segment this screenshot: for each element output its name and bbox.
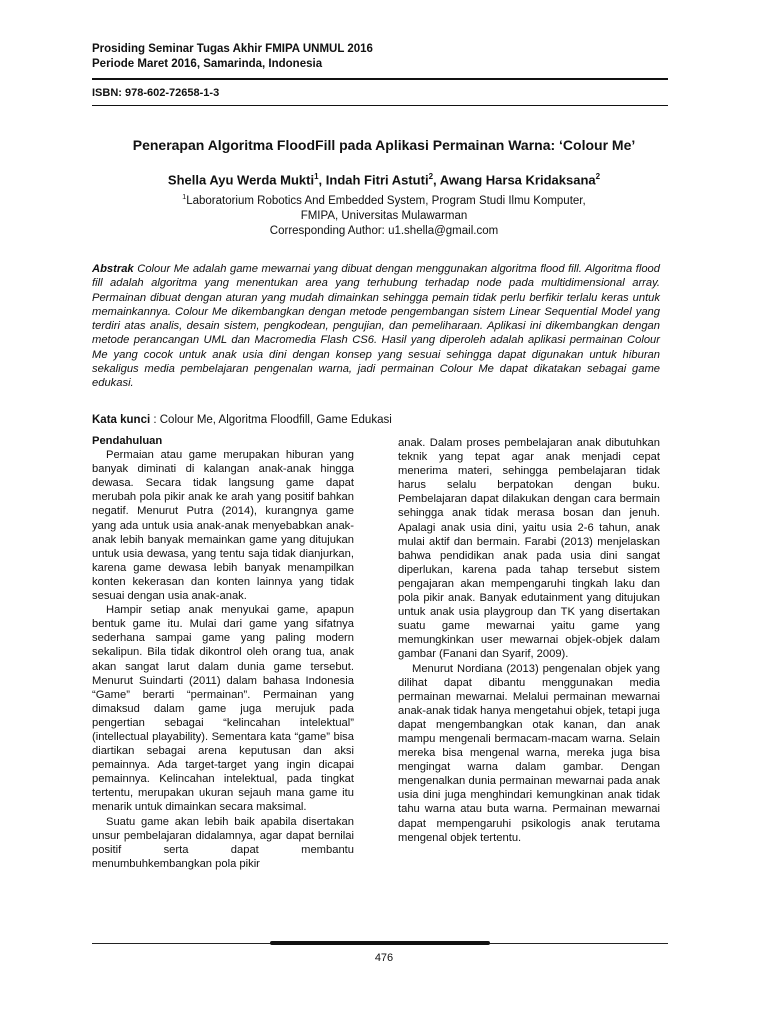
- affiliation: [60, 190, 708, 239]
- section-heading: Pendahuluan: [92, 435, 163, 447]
- proceedings-title: Prosiding Seminar Tugas Akhir FMIPA UNMUL 2016: [92, 43, 373, 55]
- author-list: Shella Ayu Werda Mukti$^1$, Indah Fitri Astuti$^2$, Awang Harsa Kridaksana$^2$: [167, 172, 601, 188]
- keywords-text: : Colour Me, Algoritma Floodfill, Game Edukasi: [150, 414, 392, 426]
- author-affiliation-mark: 2: [595, 172, 601, 181]
- paragraph: Suatu game akan lebih baik apabila disertakan unsur pembelajaran didalamnya, agar dapat bernilai positif serta dapat membantu menumbuhkembangkan pola pikir: [92, 815, 354, 870]
- proceedings-header: [92, 42, 373, 72]
- affiliation-mark: 1: [182, 194, 187, 201]
- abstract: [92, 262, 660, 391]
- right-column: [398, 436, 660, 845]
- affiliation-line: $^1$Laboratorium Robotics And Embedded System, Program Studi Ilmu Komputer,: [182, 194, 586, 207]
- left-column: [92, 434, 354, 871]
- isbn: ISBN: 978-602-72658-1-3: [92, 87, 220, 99]
- corresponding-author: Corresponding Author: u1.shella@gmail.com: [269, 224, 499, 237]
- keywords-label: Kata kunci: [92, 414, 151, 426]
- abstract-text: Colour Me adalah game mewarnai yang dibuat dengan menggunakan algoritma flood fill. Algoritma flood fill adalah algoritma yang menentukan area yang terhubung terhadap node pada multidimensional array. Permainan dibuat dengan aturan yang mudah dimainkan sehingga pemain tidak perlu berfikir terlalu keras untuk memainkannya. Colour Me dikembangkan dengan metode pengembangan sistem Linear Sequential Model yang terdiri atas analis, desain sistem, pengkodean, pengujian, dan pemeliharaan. Aplikasi ini dikembangkan dengan metode perancangan UML dan Macromedia Flash CS6. Hasil yang diperoleh adalah aplikasi permainan Colour Me yang cocok untuk anak usia dini dengan konsep yang sesuai sehingga dapat digunakan untuk hiburan sekaligus media pembelajaran pengenalan warna, jadi permainan Colour Me dapat dikatakan sebagai game edukasi.: [92, 263, 661, 390]
- header-rule-thin: [92, 105, 668, 106]
- author-affiliation-mark: 2: [428, 172, 434, 181]
- paragraph: anak. Dalam proses pembelajaran anak dibutuhkan teknik yang tepat agar anak menjadi cepat menerima materi, sehingga pembelajaran tidak harus selalu berpatokan dengan buku. Pembelajaran dapat dilakukan dengan cara bermain sehingga anak tidak merasa bosan dan jenuh. Apalagi anak usia dini, yaitu usia 2-6 tahun, anak mulai aktif dan bermain. Farabi (2013) menjelaskan bahwa pendidikan anak pada usia dini sangat diperlukan, karena pada tahap tersebut sistem pengajaran akan mempengaruhi tingkah laku dan pola pikir anak. Banyak edutainment yang ditujukan untuk anak usia playgroup dan TK yang disertakan suatu game mewarnai yaitu game yang memungkinkan user mewarnai objek-objek dalam gambar (Fanani dan Syarif, 2009).: [398, 437, 660, 661]
- proceedings-period: Periode Maret 2016, Samarinda, Indonesia: [92, 58, 323, 70]
- paragraph: Permaian atau game merupakan hiburan yang banyak diminati di kalangan anak-anak hingga dewasa. Secara tidak langsung game dapat merubah pola pikir anak ke arah yang positif bahkan negatif. Menurut Putra (2014), kurangnya game yang ada untuk usia anak-anak menyebabkan anak-anak lebih banyak memainkan game yang ditujukan untuk usia dewasa, yang tentu saja tidak dianjurkan, karena game dewasa lebih banyak menampilkan konten kekerasan dan konten lainnya yang tidak sesuai dengan usia anak-anak.: [92, 449, 354, 603]
- paper-title: Penerapan Algoritma FloodFill pada Aplikasi Permainan Warna: ‘Colour Me’: [132, 137, 636, 153]
- author-affiliation-mark: 1: [314, 172, 319, 181]
- page-number: 476: [374, 952, 394, 964]
- header-rule-thick: [92, 78, 668, 80]
- paragraph: Menurut Nordiana (2013) pengenalan objek yang dilihat dapat dibantu menggunakan media permainan mewarnai. Melalui permainan mewarnai anak-anak tidak hanya mengetahui objek, tetapi juga dapat mengembangkan otak kanan, dan anak mampu mengenali bermacam-macam warna. Selain mereka bisa mengenal warna, mereka juga bisa mengingat warna dalam gambar. Dengan mengenalkan dunia permainan mewarnai pada anak usia dini juga menghindari kemungkinan anak tidak tahu warna atau buta warna. Permainan mewarnai dapat mempengaruhi psikologis anak terutama mengenal objek tertentu.: [398, 662, 660, 844]
- author-name: Awang Harsa Kridaksana: [439, 172, 596, 188]
- author-name: Indah Fitri Astuti: [325, 172, 429, 188]
- keywords: [92, 414, 392, 426]
- abstract-label: Abstrak: [92, 263, 134, 275]
- paragraph: Hampir setiap anak menyukai game, apapun bentuk game itu. Mulai dari game yang sifatnya sederhana sampai game yang paling modern sekalipun. Bila tidak dikontrol oleh orang tua, anak akan sangat larut dalam dunia game tersebut. Menurut Suindarti (2011) dalam bahasa Indonesia “Game” berarti “permainan”. Permainan yang dimaksud dalam game juga merujuk pada pengertian sebagai “kelincahan intelektual” (intellectual playability). Sementara kata “game” bisa diartikan sebagai arena keputusan dan aksi pemainnya. Ada target-target yang ingin dicapai pemainnya. Kelincahan intelektual, pada tingkat tertentu, merupakan ukuran sejauh mana game itu menarik untuk dimainkan secara maksimal.: [92, 604, 354, 814]
- author-name: Shella Ayu Werda Mukti: [167, 172, 315, 188]
- footer-rule-accent: [270, 941, 490, 945]
- affiliation-line: FMIPA, Universitas Mulawarman: [300, 209, 468, 222]
